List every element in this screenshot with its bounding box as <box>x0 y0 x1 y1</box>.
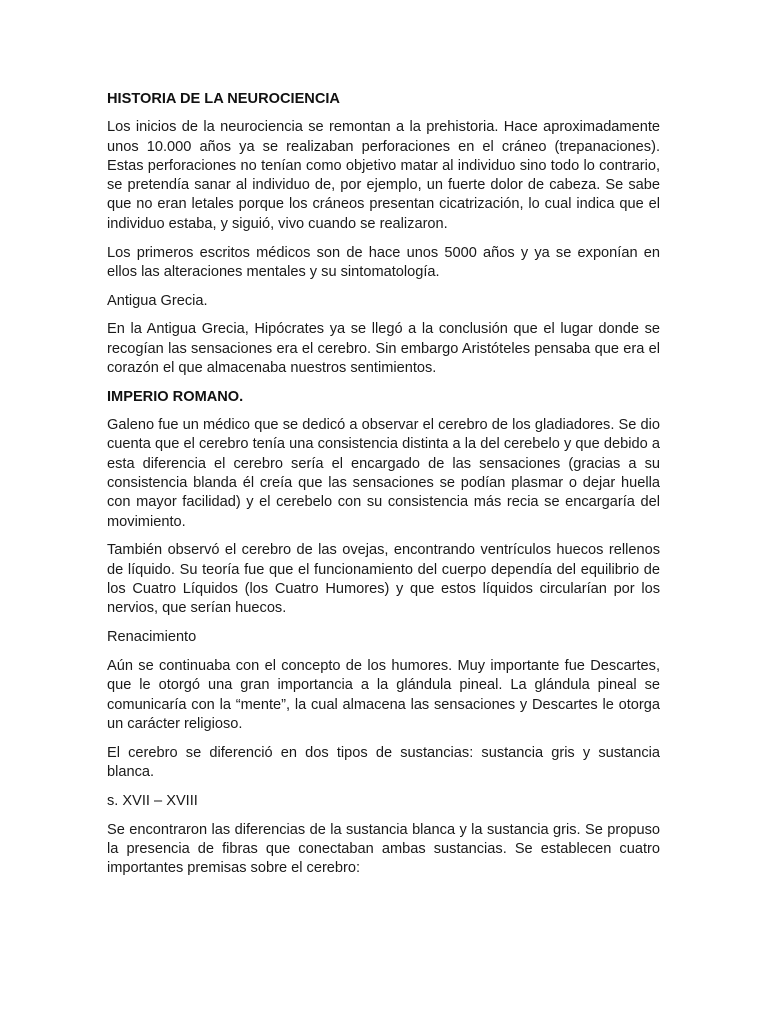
paragraph-prehistory: Los inicios de la neurociencia se remontan a la prehistoria. Hace aproximadamente unos 10.000 años ya se realizaban perforaciones en el cráneo (trepanaciones). Estas perforaciones no tenían como objetivo matar al individuo sino todo lo contrario, se pretendía sanar al individuo de, por ejemplo, un fuerte dolor de cabeza. Se sabe que no eran letales porque los cráneos presentan cicatrización, lo cual indica que el individuo estaba, y siguió, vivo cuando se realizaron. <box>107 119 660 232</box>
section-heading-renacimiento: Renacimiento <box>107 629 197 646</box>
paragraph-hipocrates: En la Antigua Grecia, Hipócrates ya se llegó a la conclusión que el lugar donde se recogían las sensaciones era el cerebro. Sin embargo Aristóteles pensaba que era el corazón el que almacenaba nuestros sentimientos. <box>107 321 660 377</box>
paragraph-sustancias: El cerebro se diferenció en dos tipos de sustancias: sustancia gris y sustancia blanca. <box>107 744 660 780</box>
document-body <box>107 90 660 888</box>
section-heading-xvii-xviii: s. XVII – XVIII <box>107 792 198 809</box>
section-heading-imperio-romano: IMPERIO ROMANO. <box>107 388 244 405</box>
paragraph-fibras: Se encontraron las diferencias de la sustancia blanca y la sustancia gris. Se propuso la presencia de fibras que conectaban ambas sustancias. Se establecen cuatro importantes premisas sobre el cerebro: <box>107 821 660 877</box>
document-title: HISTORIA DE LA NEUROCIENCIA <box>107 91 340 107</box>
section-heading-antigua-grecia: Antigua Grecia. <box>107 292 208 309</box>
paragraph-galeno: Galeno fue un médico que se dedicó a observar el cerebro de los gladiadores. Se dio cuenta que el cerebro tenía una consistencia distinta a la del cerebelo y que debido a esta diferencia el cerebro sería el encargado de las sensaciones (gracias a su consistencia blanda él creía que las sensaciones se podían plasmar o dejar huella con mayor facilidad) y el cerebelo con su consistencia más recia se encargaría del movimiento. <box>107 417 660 530</box>
paragraph-ovejas: También observó el cerebro de las ovejas, encontrando ventrículos huecos rellenos de líquido. Su teoría fue que el funcionamiento del cuerpo dependía del equilibrio de los Cuatro Líquidos (los Cuatro Humores) y que estos líquidos circularían por los nervios, que serían huecos. <box>107 542 660 617</box>
paragraph-medical-writings: Los primeros escritos médicos son de hace unos 5000 años y ya se exponían en ellos las alteraciones mentales y su sintomatología. <box>107 244 660 280</box>
paragraph-descartes: Aún se continuaba con el concepto de los humores. Muy importante fue Descartes, que le otorgó una gran importancia a la glándula pineal. La glándula pineal se comunicaría con la “mente”, la cual almacena las sensaciones y Descartes le otorga un carácter religioso. <box>107 657 660 732</box>
